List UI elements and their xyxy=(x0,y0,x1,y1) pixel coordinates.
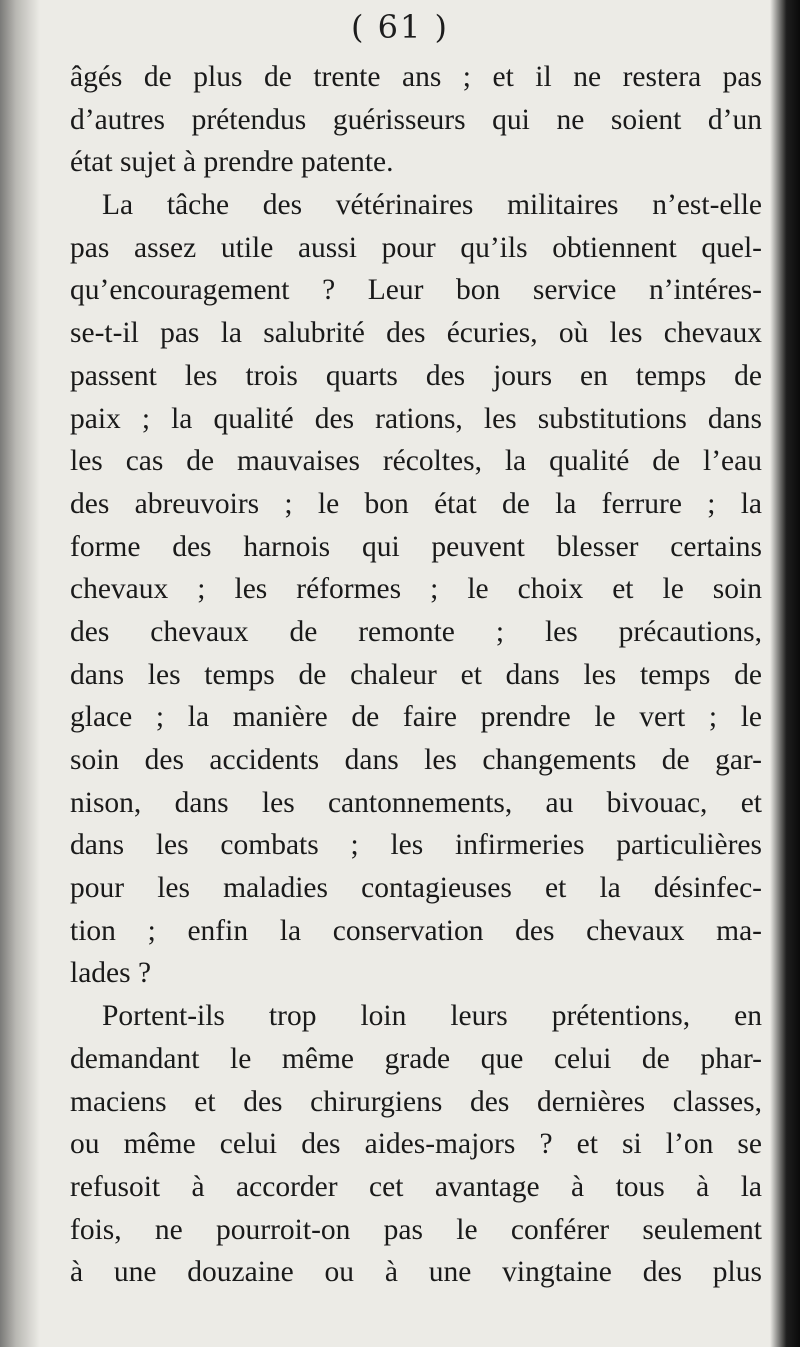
text-line: se-t-il pas la salubrité des écuries, où les chevaux xyxy=(70,317,762,350)
text-line: Portent-ils trop loin leurs prétentions, en xyxy=(102,1000,762,1033)
text-line: demandant le même grade que celui de phar- xyxy=(70,1042,762,1075)
text-line: les cas de mauvaises récoltes, la qualité de l’eau xyxy=(70,445,762,478)
text-line: maciens et des chirurgiens des dernières classes, xyxy=(70,1085,762,1118)
text-line: âgés de plus de trente ans ; et il ne restera pas xyxy=(70,61,762,93)
text-line: paix ; la qualité des rations, les substitutions dans xyxy=(70,402,762,435)
text-line: dans les temps de chaleur et dans les temps de xyxy=(70,658,762,691)
text-line: dans les combats ; les infirmeries particulières xyxy=(70,829,762,862)
text-line: forme des harnois qui peuvent blesser certains xyxy=(70,530,762,563)
page-gutter-shadow xyxy=(0,0,40,1347)
text-line: passent les trois quarts des jours en temps de xyxy=(70,359,762,392)
text-line: fois, ne pourroit-on pas le conférer seulement xyxy=(70,1213,762,1246)
text-line: qu’encouragement ? Leur bon service n’intéres- xyxy=(70,274,762,307)
text-line: soin des accidents dans les changements de gar- xyxy=(70,744,762,776)
text-line: d’autres prétendus guérisseurs qui ne soient d’un xyxy=(70,103,762,136)
text-line: à une douzaine ou à une vingtaine des plus xyxy=(70,1256,762,1289)
text-line: lades ? xyxy=(70,957,152,990)
text-line: refusoit à accorder cet avantage à tous à la xyxy=(70,1170,762,1203)
text-line: ou même celui des aides-majors ? et si l’on se xyxy=(70,1128,762,1161)
text-line: pour les maladies contagieuses et la désinfec- xyxy=(70,872,762,905)
text-line: La tâche des vétérinaires militaires n’est-elle xyxy=(102,189,762,222)
text-line: état sujet à prendre patente. xyxy=(70,146,394,179)
text-line: glace ; la manière de faire prendre le vert ; le xyxy=(70,701,762,734)
text-line: des chevaux de remonte ; les précautions, xyxy=(70,615,762,648)
text-line: des abreuvoirs ; le bon état de la ferrure ; la xyxy=(70,487,762,520)
page-number: ( 61 ) xyxy=(350,8,450,46)
text-line: tion ; enfin la conservation des chevaux ma- xyxy=(70,914,762,947)
text-line: pas assez utile aussi pour qu’ils obtiennent quel- xyxy=(70,231,762,264)
body-text xyxy=(70,56,762,1294)
text-line: chevaux ; les réformes ; le choix et le soin xyxy=(70,573,762,606)
page-right-edge xyxy=(770,0,800,1347)
text-line: nison, dans les cantonnements, au bivouac, et xyxy=(70,786,762,819)
